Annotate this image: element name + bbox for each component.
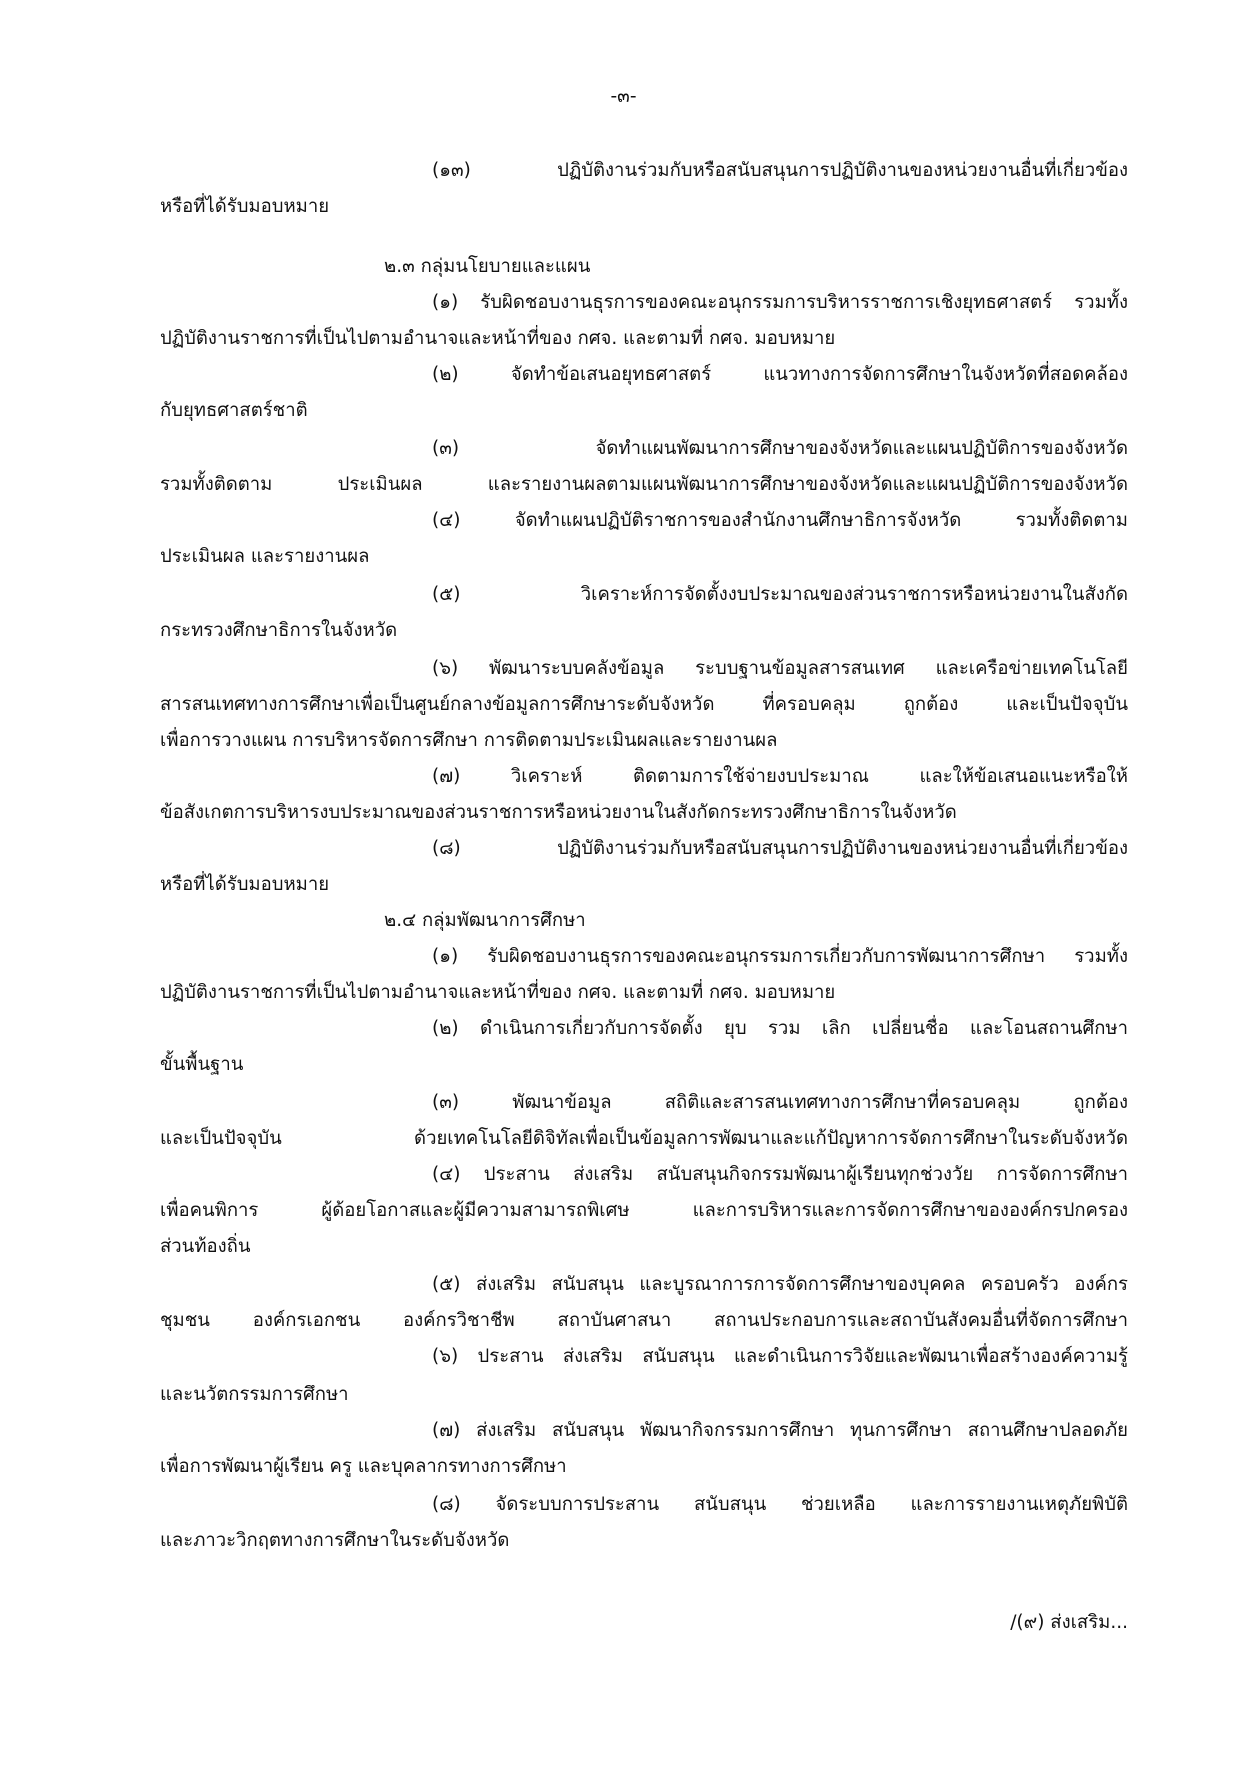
paragraph-line: (๔) ประสาน ส่งเสริม สนับสนุนกิจกรรมพัฒนาผู้เรียนทุกช่วงวัย การจัดการศึกษา: [432, 1164, 1128, 1185]
paragraph-line: เพื่อการวางแผน การบริหารจัดการศึกษา การติดตามประเมินผลและรายงานผล: [160, 730, 778, 751]
paragraph-line: หรือที่ได้รับมอบหมาย: [160, 874, 330, 895]
page-number: -๓-: [610, 86, 637, 107]
paragraph-line: (๘) ปฏิบัติงานร่วมกับหรือสนับสนุนการปฏิบัติงานของหน่วยงานอื่นที่เกี่ยวข้อง: [432, 838, 1128, 859]
paragraph-line: (๕) ส่งเสริม สนับสนุน และบูรณาการการจัดการศึกษาของบุคคล ครอบครัว องค์กร: [432, 1274, 1128, 1295]
paragraph-line: เพื่อคนพิการ ผู้ด้อยโอกาสและผู้มีความสามารถพิเศษ และการบริหารและการจัดการศึกษาขององค์กรปกครอง: [160, 1200, 1128, 1221]
paragraph-line: (๓) พัฒนาข้อมูล สถิติและสารสนเทศทางการศึกษาที่ครอบคลุม ถูกต้อง: [432, 1092, 1128, 1113]
paragraph-line: และภาวะวิกฤตทางการศึกษาในระดับจังหวัด: [160, 1530, 510, 1551]
section-heading: ๒.๓ กลุ่มนโยบายและแผน: [384, 256, 591, 277]
paragraph-line: (๖) พัฒนาระบบคลังข้อมูล ระบบฐานข้อมูลสารสนเทศ และเครือข่ายเทคโนโลยี: [432, 658, 1128, 679]
paragraph-line: ปฏิบัติงานราชการที่เป็นไปตามอำนาจและหน้าที่ของ กศจ. และตามที่ กศจ. มอบหมาย: [160, 982, 836, 1003]
paragraph-line: และเป็นปัจจุบัน ด้วยเทคโนโลยีดิจิทัลเพื่อเป็นข้อมูลการพัฒนาและแก้ปัญหาการจัดการศึกษาในระดับจังหวัด: [160, 1128, 1128, 1149]
paragraph-line: หรือที่ได้รับมอบหมาย: [160, 196, 330, 217]
paragraph-line: (๔) จัดทำแผนปฏิบัติราชการของสำนักงานศึกษาธิการจังหวัด รวมทั้งติดตาม: [432, 510, 1128, 531]
paragraph-line: (๑) รับผิดชอบงานธุรการของคณะอนุกรรมการบริหารราชการเชิงยุทธศาสตร์ รวมทั้ง: [432, 292, 1128, 313]
paragraph-line: ขั้นพื้นฐาน: [160, 1054, 244, 1075]
paragraph-line: (๒) ดำเนินการเกี่ยวกับการจัดตั้ง ยุบ รวม เลิก เปลี่ยนชื่อ และโอนสถานศึกษา: [432, 1018, 1128, 1039]
paragraph-line: (๗) วิเคราะห์ ติดตามการใช้จ่ายงบประมาณ และให้ข้อเสนอแนะหรือให้: [432, 766, 1128, 787]
paragraph-line: (๕) วิเคราะห์การจัดตั้งงบประมาณของส่วนราชการหรือหน่วยงานในสังกัด: [432, 584, 1128, 605]
paragraph-line: สารสนเทศทางการศึกษาเพื่อเป็นศูนย์กลางข้อมูลการศึกษาระดับจังหวัด ที่ครอบคลุม ถูกต้อง และเป็นปัจจุบัน: [160, 694, 1128, 715]
paragraph-line: ข้อสังเกตการบริหารงบประมาณของส่วนราชการหรือหน่วยงานในสังกัดกระทรวงศึกษาธิการในจังหวัด: [160, 802, 957, 823]
paragraph-line: กระทรวงศึกษาธิการในจังหวัด: [160, 620, 398, 641]
paragraph-line: (๑) รับผิดชอบงานธุรการของคณะอนุกรรมการเกี่ยวกับการพัฒนาการศึกษา รวมทั้ง: [432, 946, 1128, 967]
paragraph-line: ชุมชน องค์กรเอกชน องค์กรวิชาชีพ สถาบันศาสนา สถานประกอบการและสถาบันสังคมอื่นที่จัดการศึกษา: [160, 1310, 1128, 1331]
continuation-marker: /(๙) ส่งเสริม...: [1010, 1612, 1128, 1633]
paragraph-line: ส่วนท้องถิ่น: [160, 1236, 251, 1257]
section-heading: ๒.๔ กลุ่มพัฒนาการศึกษา: [384, 910, 586, 931]
paragraph-line: (๑๓) ปฏิบัติงานร่วมกับหรือสนับสนุนการปฏิบัติงานของหน่วยงานอื่นที่เกี่ยวข้อง: [432, 160, 1128, 181]
paragraph-line: (๒) จัดทำข้อเสนอยุทธศาสตร์ แนวทางการจัดการศึกษาในจังหวัดที่สอดคล้อง: [432, 364, 1128, 385]
paragraph-line: รวมทั้งติดตาม ประเมินผล และรายงานผลตามแผนพัฒนาการศึกษาของจังหวัดและแผนปฏิบัติการของจังหวัด: [160, 474, 1128, 495]
paragraph-line: (๗) ส่งเสริม สนับสนุน พัฒนากิจกรรมการศึกษา ทุนการศึกษา สถานศึกษาปลอดภัย: [432, 1420, 1128, 1441]
paragraph-line: ปฏิบัติงานราชการที่เป็นไปตามอำนาจและหน้าที่ของ กศจ. และตามที่ กศจ. มอบหมาย: [160, 328, 836, 349]
paragraph-line: ประเมินผล และรายงานผล: [160, 546, 370, 567]
paragraph-line: (๖) ประสาน ส่งเสริม สนับสนุน และดำเนินการวิจัยและพัฒนาเพื่อสร้างองค์ความรู้: [432, 1346, 1128, 1367]
paragraph-line: เพื่อการพัฒนาผู้เรียน ครู และบุคลากรทางการศึกษา: [160, 1456, 567, 1477]
paragraph-line: (๓) จัดทำแผนพัฒนาการศึกษาของจังหวัดและแผนปฏิบัติการของจังหวัด: [432, 438, 1128, 459]
paragraph-line: (๘) จัดระบบการประสาน สนับสนุน ช่วยเหลือ และการรายงานเหตุภัยพิบัติ: [432, 1494, 1128, 1515]
paragraph-line: กับยุทธศาสตร์ชาติ: [160, 400, 308, 421]
paragraph-line: และนวัตกรรมการศึกษา: [160, 1384, 349, 1405]
